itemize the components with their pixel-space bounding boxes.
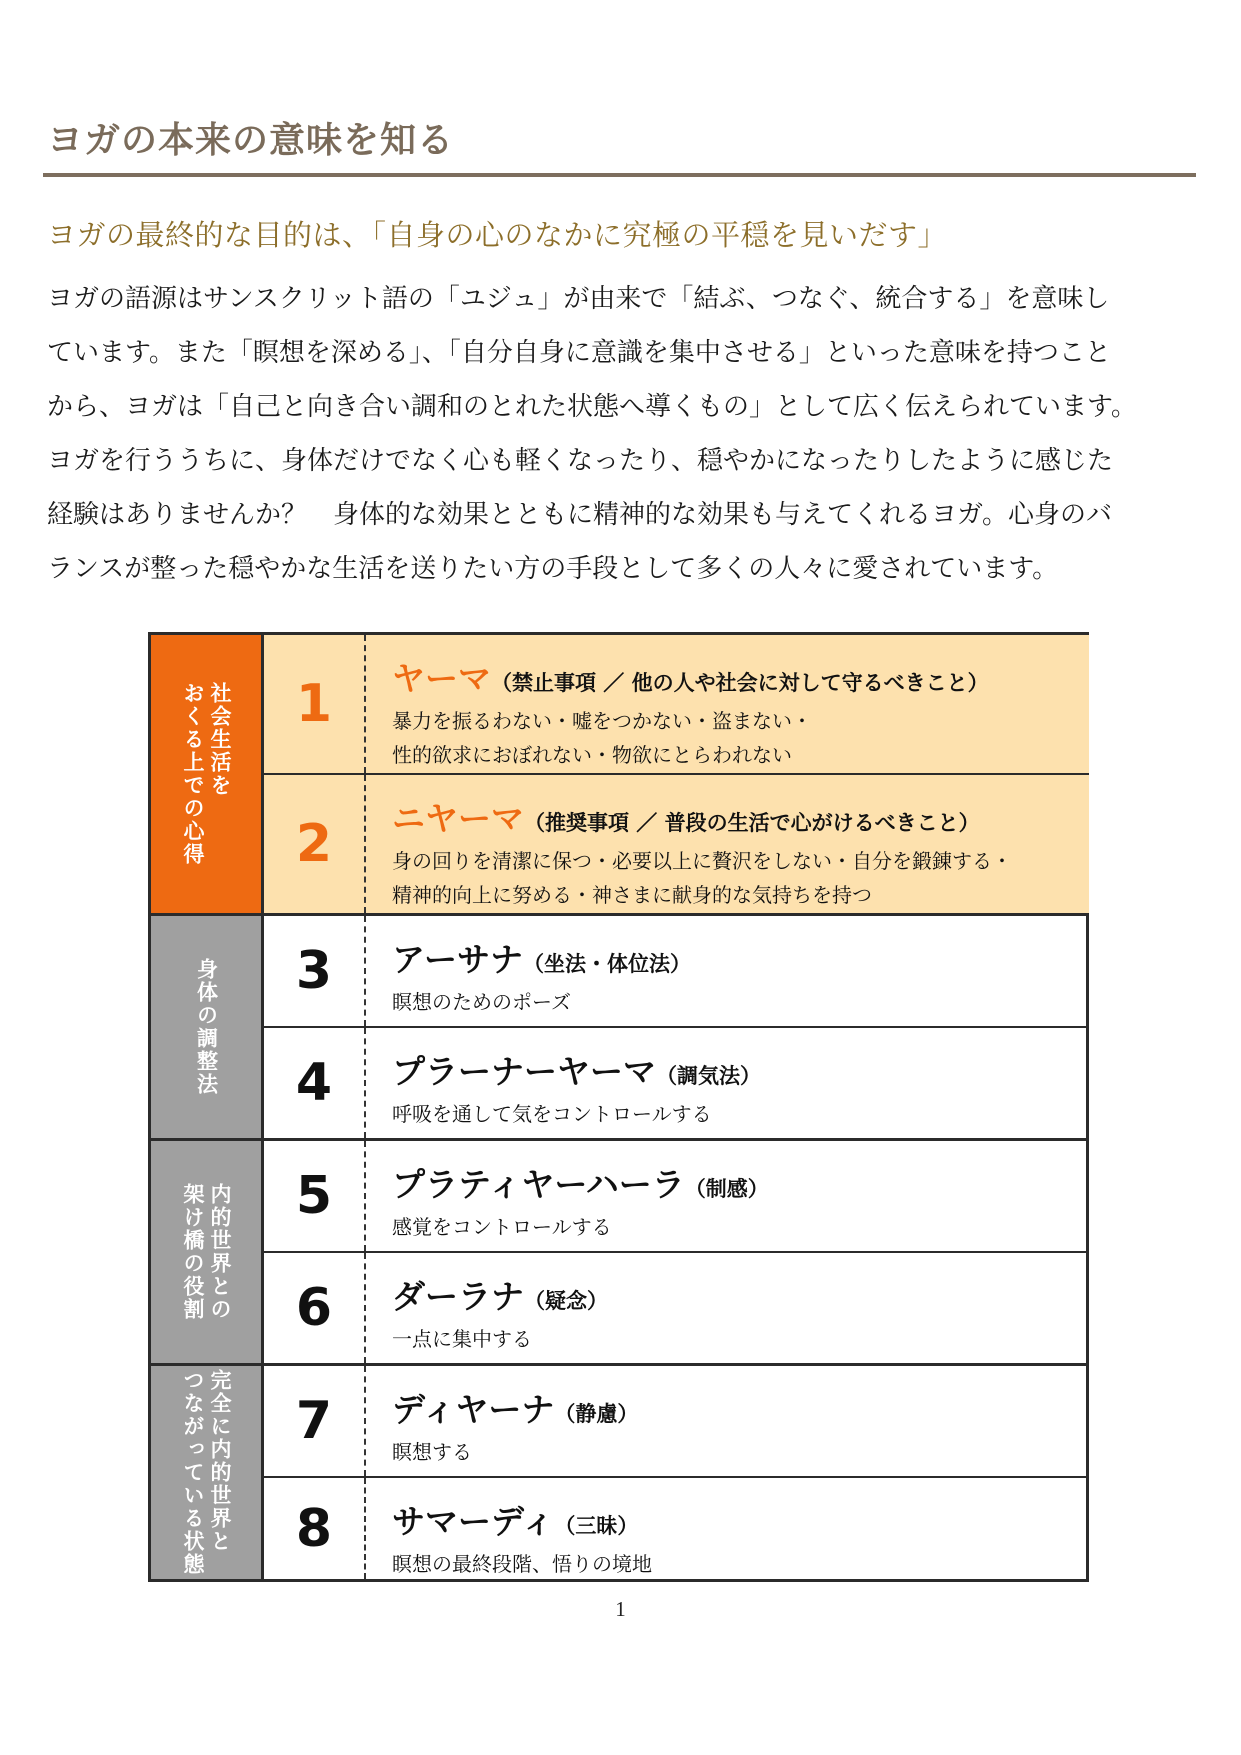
limb-description: 身の回りを清潔に保つ・必要以上に贅沢をしない・自分を鍛錬する・ — [392, 849, 1012, 873]
body-line: から、ヨガは「自己と向き合い調和のとれた状態へ導くもの」として広く伝えられています。 — [47, 392, 1137, 422]
body-paragraph — [47, 272, 1207, 596]
limb-row — [264, 1366, 1089, 1476]
group-body — [151, 916, 261, 1138]
limb-description: 瞑想する — [392, 1440, 472, 1464]
dashed-divider — [364, 1366, 366, 1476]
dashed-divider — [364, 1028, 366, 1138]
page-number: 1 — [615, 1597, 626, 1621]
limb-subtitle: （静慮） — [554, 1402, 639, 1426]
limb-row — [264, 1253, 1089, 1363]
body-line: ています。また「瞑想を深める」、「自分自身に意識を集中させる」といった意味を持つこと — [47, 338, 1111, 368]
limb-description: 瞑想のためのポーズ — [392, 990, 571, 1014]
dashed-divider — [364, 635, 366, 773]
limb-subtitle: （推奨事項 ／ 普段の生活で心がけるべきこと） — [524, 811, 980, 835]
limb-subtitle: （制感） — [684, 1177, 769, 1201]
limb-description: 感覚をコントロールする — [392, 1215, 612, 1239]
limb-name: プラティヤーハーラ — [392, 1165, 685, 1204]
limb-subtitle: （禁止事項 ／ 他の人や社会に対して守るべきこと） — [491, 671, 989, 695]
limb-number: 1 — [295, 674, 333, 734]
limb-row — [264, 1028, 1089, 1138]
body-line: 経験はありませんか？ 身体的な効果とともに精神的な効果も与えてくれるヨガ。心身のバ — [47, 500, 1112, 530]
title-underline — [43, 173, 1196, 177]
limb-name: ダーラナ — [392, 1277, 524, 1316]
group-union — [151, 1366, 261, 1579]
limb-name: プラーナーヤーマ — [392, 1052, 656, 1091]
limb-description: 呼吸を通して気をコントロールする — [392, 1102, 712, 1126]
page-title: ヨガの本来の意味を知る — [47, 120, 455, 161]
limb-number: 5 — [295, 1166, 333, 1226]
dashed-divider — [364, 1141, 366, 1251]
group-label: 完全に内的世界と つながっている状態 — [181, 1369, 232, 1576]
limb-name: ニヤーマ — [392, 799, 524, 838]
limb-row — [264, 1478, 1089, 1579]
limb-row — [264, 1141, 1089, 1251]
limb-name: サマーディ — [392, 1502, 555, 1541]
limb-description: 精神的向上に努める・神さまに献身的な気持ちを持つ — [392, 883, 872, 907]
limb-row — [264, 775, 1089, 913]
limb-subtitle: （坐法・体位法） — [523, 952, 692, 976]
limb-number: 2 — [295, 814, 333, 874]
limb-description: 瞑想の最終段階、悟りの境地 — [392, 1552, 652, 1576]
dashed-divider — [364, 1253, 366, 1363]
dashed-divider — [364, 775, 366, 913]
limb-name: ディヤーナ — [392, 1390, 555, 1429]
section-subtitle: ヨガの最終的な目的は、「自身の心のなかに究極の平穏を見いだす」 — [47, 218, 948, 252]
group-bridge — [151, 1141, 261, 1363]
group-label: 内的世界との 架け橋の役割 — [181, 1183, 232, 1321]
limb-number: 4 — [295, 1053, 333, 1113]
eight-limbs-table — [148, 632, 1089, 1582]
limb-number: 7 — [295, 1391, 333, 1451]
limb-row — [264, 635, 1089, 773]
body-line: ヨガを行ううちに、身体だけでなく心も軽くなったり、穏やかになったりしたように感じた — [47, 446, 1114, 476]
dashed-divider — [364, 916, 366, 1026]
body-line: ランスが整った穏やかな生活を送りたい方の手段として多くの人々に愛されています。 — [47, 554, 1059, 584]
limb-number: 8 — [295, 1498, 333, 1559]
limb-number: 3 — [295, 941, 333, 1001]
group-social — [151, 635, 261, 913]
group-label: 社会生活を おくる上での心得 — [181, 682, 232, 866]
limb-subtitle: （三昧） — [554, 1514, 639, 1538]
limb-row — [264, 916, 1089, 1026]
dashed-divider — [364, 1478, 366, 1579]
limb-subtitle: （調気法） — [656, 1064, 761, 1088]
limb-description: 性的欲求におぼれない・物欲にとらわれない — [392, 743, 792, 767]
group-label: 身体の調整法 — [194, 958, 219, 1096]
limb-number: 6 — [295, 1278, 333, 1338]
limb-name: ヤーマ — [392, 659, 491, 698]
limb-description: 一点に集中する — [392, 1327, 532, 1351]
body-line: ヨガの語源はサンスクリット語の「ユジュ」が由来で「結ぶ、つなぐ、統合する」を意味し — [47, 284, 1110, 314]
limb-subtitle: （疑念） — [524, 1289, 608, 1313]
limb-name: アーサナ — [392, 940, 524, 979]
limb-description: 暴力を振るわない・嘘をつかない・盗まない・ — [392, 709, 812, 733]
